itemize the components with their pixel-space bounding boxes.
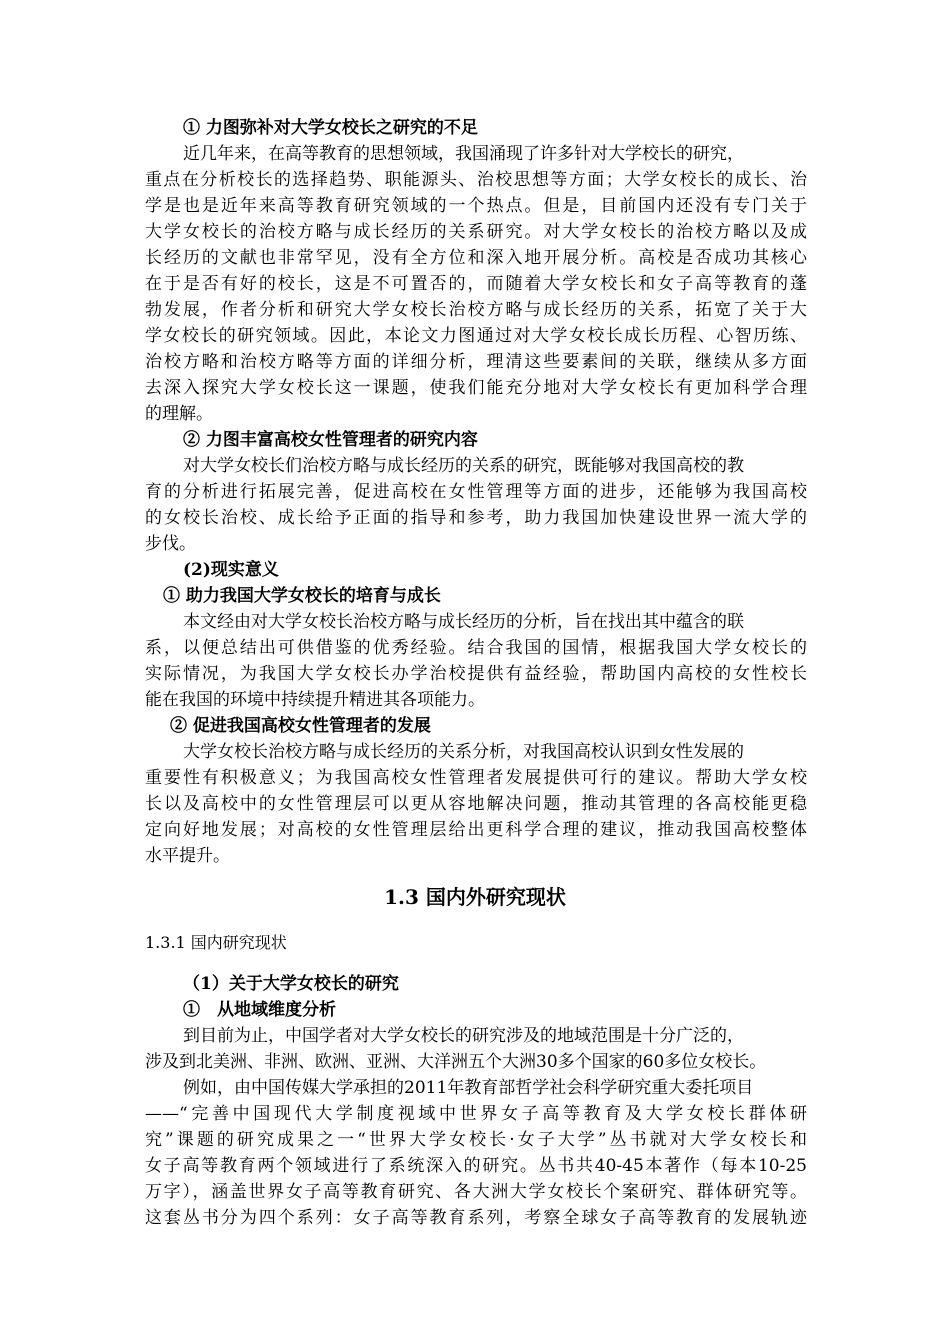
paragraph-line: 这套丛书分为四个系列：女子高等教育系列，考察全球女子高等教育的发展轨迹	[145, 1208, 807, 1228]
heading-practical-significance: (2)现实意义	[183, 560, 279, 580]
paragraph-line: 治校方略和治校方略等方面的详细分析，理清这些要素间的关联，继续从多方面	[145, 352, 807, 372]
paragraph-line: 学是也是近年来高等教育研究领域的一个热点。但是，目前国内还没有专门关于	[145, 196, 807, 216]
paragraph-line: 勃发展，作者分析和研究大学女校长治校方略与成长经历的关系，拓宽了关于大	[145, 300, 807, 320]
paragraph-line: 能在我国的环境中持续提升精进其各项能力。	[145, 690, 485, 710]
paragraph-line: 长以及高校中的女性管理层可以更从容地解决问题，推动其管理的各高校能更稳	[145, 794, 807, 814]
paragraph-line: 大学女校长治校方略与成长经历的关系分析，对我国高校认识到女性发展的	[183, 742, 744, 762]
paragraph-line: 究”课题的研究成果之一“世界大学女校长·女子大学”丛书就对大学女校长和	[145, 1130, 807, 1150]
paragraph-line: 的女校长治校、成长给予正面的指导和参考，助力我国加快建设世界一流大学的	[145, 508, 807, 528]
paragraph-line: 去深入探究大学女校长这一课题，使我们能充分地对大学女校长有更加科学合理	[145, 378, 807, 398]
heading-make-up-research: ① 力图弥补对大学女校长之研究的不足	[183, 118, 478, 138]
paragraph-line: 到目前为止，中国学者对大学女校长的研究涉及的地域范围是十分广泛的，	[183, 1026, 744, 1046]
paragraph-line: 定向好地发展；对高校的女性管理层给出更科学合理的建议，推动我国高校整体	[145, 820, 807, 840]
paragraph-line: 的理解。	[145, 404, 213, 424]
paragraph-line: 例如，由中国传媒大学承担的2011年教育部哲学社会科学研究重大委托项目	[183, 1078, 754, 1098]
heading-enrich-research: ② 力图丰富高校女性管理者的研究内容	[183, 430, 478, 450]
paragraph-line: 万字），涵盖世界女子高等教育研究、各大洲大学女校长个案研究、群体研究等。	[145, 1182, 807, 1202]
paragraph-line: 学女校长的研究领域。因此，本论文力图通过对大学女校长成长历程、心智历练、	[145, 326, 807, 346]
section-title: 1.3 国内外研究现状	[384, 885, 566, 909]
heading-regional-dimension: ① 从地域维度分析	[183, 1000, 336, 1020]
paragraph-line: 育的分析进行拓展完善，促进高校在女性管理等方面的进步，还能够为我国高校	[145, 482, 807, 502]
paragraph-line: 在于是否有好的校长，这是不可置否的，而随着大学女校长和女子高等教育的蓬	[145, 274, 807, 294]
heading-about-women-presidents: （1）关于大学女校长的研究	[183, 974, 399, 994]
paragraph-line: 重点在分析校长的选择趋势、职能源头、治校思想等方面；大学女校长的成长、治	[145, 170, 807, 190]
paragraph-line: 涉及到北美洲、非洲、欧洲、亚洲、大洋洲五个大洲30多个国家的60多位女校长。	[145, 1052, 767, 1072]
paragraph-line: 近几年来，在高等教育的思想领域，我国涌现了许多针对大学校长的研究，	[183, 144, 744, 164]
paragraph-line: 大学女校长的治校方略与成长经历的关系研究。对大学女校长的治校方略以及成	[145, 222, 807, 242]
paragraph-line: 实际情况，为我国大学女校长办学治校提供有益经验，帮助国内高校的女性校长	[145, 664, 807, 684]
subsection-title: 1.3.1 国内研究现状	[145, 933, 287, 952]
paragraph-line: 水平提升。	[145, 846, 230, 866]
paragraph-line: 女子高等教育两个领域进行了系统深入的研究。丛书共40-45本著作（每本10-25	[145, 1156, 807, 1176]
paragraph-line: 系，以便总结出可供借鉴的优秀经验。结合我国的国情，根据我国大学女校长的	[145, 638, 807, 658]
heading-cultivation: ① 助力我国大学女校长的培育与成长	[163, 586, 441, 606]
heading-promote-development: ② 促进我国高校女性管理者的发展	[170, 716, 431, 736]
paragraph-line: 步伐。	[145, 534, 196, 554]
paragraph-line: 长经历的文献也非常罕见，没有全方位和深入地开展分析。高校是否成功其核心	[145, 248, 807, 268]
paragraph-line: 对大学女校长们治校方略与成长经历的关系的研究，既能够对我国高校的教	[183, 456, 744, 476]
paragraph-line: ——“完善中国现代大学制度视域中世界女子高等教育及大学女校长群体研	[145, 1104, 807, 1124]
paragraph-line: 重要性有积极意义；为我国高校女性管理者发展提供可行的建议。帮助大学女校	[145, 768, 807, 788]
paragraph-line: 本文经由对大学女校长治校方略与成长经历的分析，旨在找出其中蕴含的联	[183, 612, 744, 632]
